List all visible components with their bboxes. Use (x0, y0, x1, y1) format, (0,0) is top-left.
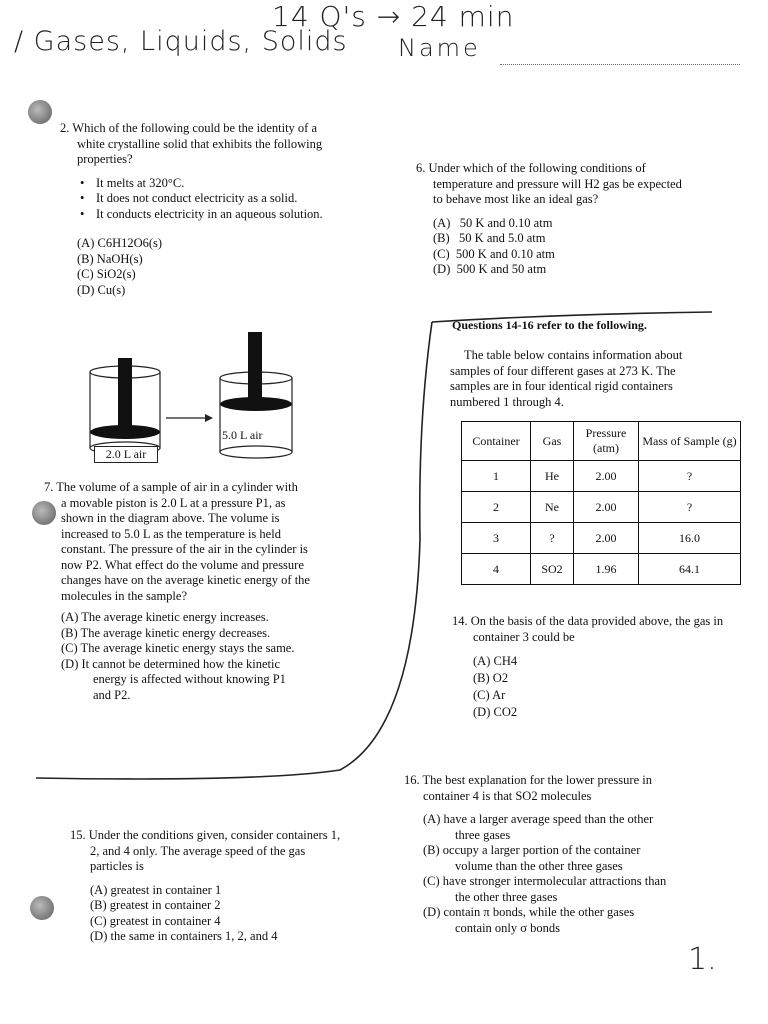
table-row (462, 554, 741, 585)
column-header: Container (462, 422, 531, 461)
gas-data-table (461, 421, 741, 585)
answer-dot (30, 896, 54, 920)
answer-option: (A) The average kinetic energy increases. (61, 610, 269, 624)
answer-option-continued: energy is affected without knowing P1 (93, 672, 286, 686)
name-label: Name (398, 34, 481, 62)
question-stem-line: container 4 is that SO2 molecules (423, 788, 592, 803)
answer-option: (D) It cannot be determined how the kinetic (61, 656, 281, 671)
answer-option-continued: contain only σ bonds (455, 920, 560, 935)
question-stem-line: white crystalline solid that exhibits the following (77, 136, 323, 151)
answer-option: (D) CO2 (473, 705, 518, 719)
answer-option: (B) O2 (473, 671, 509, 685)
question-stem-line: constant. The pressure of the air in the cylinder is (61, 542, 308, 556)
answer-option: (C) SiO2(s) (77, 267, 136, 281)
answer-option: (A) greatest in container 1 (90, 882, 222, 897)
set-heading: Questions 14-16 refer to the following. (452, 318, 647, 332)
question-stem-line: The best explanation for the lower pressure in (422, 773, 652, 787)
question-number: 15. (70, 828, 86, 842)
question-stem-line: Under which of the following conditions of (428, 161, 646, 175)
answer-option: (C) greatest in container 4 (90, 913, 221, 928)
column-header: Mass of Sample (g) (639, 422, 741, 461)
table-cell: He (531, 461, 574, 492)
answer-option: (C) The average kinetic energy stays the same. (61, 641, 295, 655)
question-stem-line: properties? (77, 152, 133, 166)
question-stem-line: a movable piston is 2.0 L at a pressure P1, as (61, 495, 286, 510)
answer-option-continued: volume than the other three gases (455, 858, 623, 873)
answer-option: (A) C6H12O6(s) (77, 236, 163, 250)
table-cell: Ne (531, 492, 574, 523)
table-cell: 4 (462, 554, 531, 585)
table-row (462, 461, 741, 492)
question-stem-line: Under the conditions given, consider containers 1, (88, 828, 341, 842)
property-bullet: • It conducts electricity in an aqueous solution. (70, 207, 380, 223)
question-number: 16. (404, 773, 420, 787)
question-stem-line: to behave most like an ideal gas? (433, 192, 599, 206)
property-bullet: • It melts at 320°C. (70, 176, 380, 192)
answer-option: (B) The average kinetic energy decreases. (61, 625, 271, 640)
answer-option: (A) CH4 (473, 654, 518, 668)
question-number: 7. (44, 480, 54, 494)
left-volume-label: 2.0 L air (94, 446, 158, 463)
question-7 (44, 480, 374, 703)
answer-option: (A) have a larger average speed than the other (423, 812, 654, 826)
right-volume-label: 5.0 L air (222, 428, 263, 442)
question-stem-line: now P2. What effect do the volume and pressure (61, 557, 304, 572)
page-number-mark: 1. (688, 942, 717, 977)
answer-option: (B) NaOH(s) (77, 251, 143, 266)
column-header: Pressure (atm) (574, 422, 639, 461)
table-cell: 2.00 (574, 461, 639, 492)
table-cell: 1 (462, 461, 531, 492)
answer-option: (D) Cu(s) (77, 282, 126, 297)
question-stem-line: molecules in the sample? (61, 588, 188, 603)
table-cell: 64.1 (639, 554, 741, 585)
arrow-head (205, 414, 213, 422)
table-cell: ? (531, 523, 574, 554)
table-cell: 1.96 (574, 554, 639, 585)
answer-option-continued: three gases (455, 827, 511, 842)
question-stem-line: temperature and pressure will H2 gas be expected (433, 176, 682, 191)
column-header: Gas (531, 422, 574, 461)
question-stem-line: shown in the diagram above. The volume is (61, 511, 280, 525)
question-2 (60, 121, 380, 298)
table-cell: 2.00 (574, 523, 639, 554)
answer-option: (C) have stronger intermolecular attractions than (423, 874, 667, 888)
table-cell: 16.0 (639, 523, 741, 554)
question-stem-line: changes have on the average kinetic energy of the (61, 573, 310, 587)
table-row (462, 523, 741, 554)
question-stem-line: 2, and 4 only. The average speed of the gas (90, 843, 306, 858)
name-line (500, 64, 740, 65)
table-cell: 2 (462, 492, 531, 523)
answer-option-continued: the other three gases (455, 889, 558, 904)
table-row (462, 492, 741, 523)
question-stem-line: The volume of a sample of air in a cylinder with (56, 480, 298, 494)
answer-option: (B) greatest in container 2 (90, 898, 221, 912)
intro-line: The table below contains information about (464, 348, 683, 362)
question-6 (416, 161, 736, 278)
answer-option: (D) contain π bonds, while the other gases (423, 905, 635, 919)
answer-option: (C) 500 K and 0.10 atm (433, 246, 555, 261)
question-16 (404, 773, 734, 936)
intro-line: samples of four different gases at 273 K. The (450, 363, 676, 378)
answer-option: (D) the same in containers 1, 2, and 4 (90, 929, 278, 943)
answer-option: (A) 50 K and 0.10 atm (433, 215, 553, 230)
intro-line: samples are in four identical rigid containers (450, 379, 673, 393)
question-15 (70, 828, 380, 945)
answer-option-continued: and P2. (93, 687, 131, 702)
answer-dot (28, 100, 52, 124)
question-stem-line: increased to 5.0 L as the temperature is held (61, 526, 281, 541)
table-cell: ? (639, 461, 741, 492)
answer-option: (D) 500 K and 50 atm (433, 262, 547, 276)
piston-diagram (80, 330, 310, 465)
table-header-row (462, 422, 741, 461)
cylinder-left (90, 358, 160, 454)
time-note: 14 Q's → 24 min (272, 0, 515, 33)
set-intro (450, 348, 750, 410)
answer-option: (B) occupy a larger portion of the container (423, 843, 641, 857)
table-cell: SO2 (531, 554, 574, 585)
table-cell: 3 (462, 523, 531, 554)
question-stem-line: container 3 could be (473, 629, 575, 644)
answer-option: (C) Ar (473, 688, 506, 702)
question-stem-line: Which of the following could be the identity of a (72, 121, 318, 135)
table-cell: ? (639, 492, 741, 523)
question-14 (452, 614, 762, 721)
question-stem-line: particles is (90, 859, 144, 873)
question-number: 14. (452, 614, 468, 628)
question-number: 2. (60, 121, 70, 135)
answer-option: (B) 50 K and 5.0 atm (433, 231, 546, 245)
question-stem-line: On the basis of the data provided above, the gas in (470, 614, 724, 628)
question-number: 6. (416, 161, 426, 175)
intro-line: numbered 1 through 4. (450, 394, 564, 409)
table-cell: 2.00 (574, 492, 639, 523)
property-bullet: • It does not conduct electricity as a solid. (70, 191, 380, 207)
worksheet-title: / Gases, Liquids, Solids (14, 26, 348, 57)
